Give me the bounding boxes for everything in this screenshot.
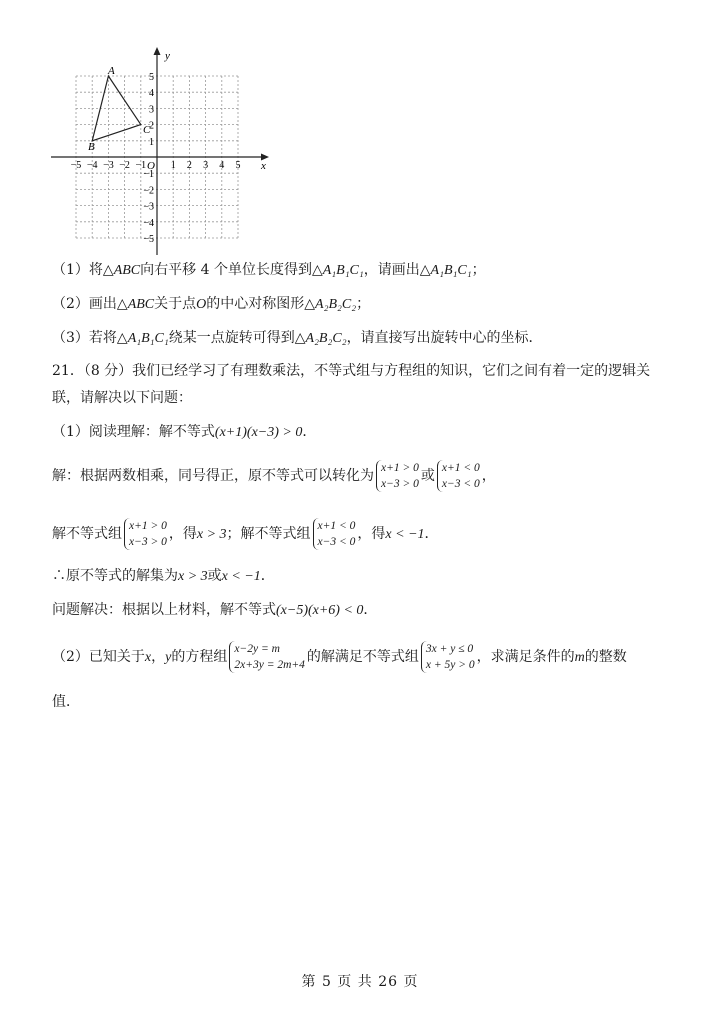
y-tick-label: −1 <box>143 169 154 181</box>
x-tick-label: −3 <box>103 160 114 171</box>
point-a-label: A <box>108 65 115 77</box>
q21-part2-end: 值． <box>52 694 80 710</box>
x-tick-label: −2 <box>119 160 130 171</box>
q21-problem: 问题解决：根据以上材料，解不等式(x−5)(x+6) < 0． <box>52 602 378 618</box>
system-4: x+1 < 0 x−3 < 0 <box>313 518 356 550</box>
y-tick-label: −4 <box>143 217 154 229</box>
x-tick-labels <box>71 160 241 171</box>
q21-solution: 解：根据两数相乘，同号得正，原不等式可以转化为 x+1 > 0 x−3 > 0 或 x+1 < 0 x−3 < 0 ， <box>52 462 496 490</box>
y-tick-label: −3 <box>143 201 154 213</box>
q21-part2: （2）已知关于x，y的方程组 x−2y = m 2x+3y = 2m+4 的解满足不等式组 3x + y ≤ 0 x + 5y > 0 ，求满足条件的m的整数 <box>52 643 627 671</box>
q21-intro-line2: 联，请解决以下问题： <box>52 390 192 406</box>
origin-label: O <box>147 160 155 172</box>
system-5: x−2y = m 2x+3y = 2m+4 <box>229 641 305 673</box>
y-tick-label: −5 <box>143 234 154 245</box>
x-tick-label: 1 <box>170 160 176 171</box>
y-tick-label: 1 <box>149 136 154 148</box>
q21-reading: （1）阅读理解：解不等式(x+1)(x−3) > 0． <box>52 424 317 440</box>
coordinate-graph <box>45 45 285 260</box>
x-tick-label: −5 <box>70 160 82 171</box>
system-1: x+1 > 0 x−3 > 0 <box>376 460 419 492</box>
q21-solve-systems: 解不等式组 x+1 > 0 x−3 > 0 ，得x > 3；解不等式组 x+1 < 0 x−3 < 0 ，得x < −1． <box>52 520 439 548</box>
page-footer: 第 5 页 共 26 页 <box>301 974 419 990</box>
q20-part2: （2）画出△ABC关于点O的中心对称图形△A₂B₂C₂； <box>52 296 371 312</box>
system-6: 3x + y ≤ 0 x + 5y > 0 <box>421 641 475 673</box>
x-tick-label: −4 <box>86 160 98 171</box>
q21-conclusion: ∴原不等式的解集为x > 3或x < −1． <box>52 568 275 584</box>
x-tick-label: 3 <box>203 160 209 171</box>
x-tick-label: 5 <box>235 160 241 171</box>
system-2: x+1 < 0 x−3 < 0 <box>437 460 480 492</box>
y-tick-label: 5 <box>149 72 154 83</box>
x-tick-label: 4 <box>219 160 225 171</box>
q20-part1: （1）将△ABC向右平移 4 个单位长度得到△A₁B₁C₁，请画出△A₁B₁C₁； <box>52 262 486 278</box>
y-tick-labels <box>143 72 154 245</box>
system-3: x+1 > 0 x−3 > 0 <box>124 518 167 550</box>
x-tick-label: 2 <box>186 160 192 171</box>
y-axis-arrow <box>154 47 161 55</box>
y-tick-label: 3 <box>149 104 154 116</box>
y-tick-label: −2 <box>143 185 154 197</box>
y-axis-label: y <box>165 50 170 62</box>
y-tick-label: 2 <box>149 120 154 132</box>
y-tick-label: 4 <box>149 88 154 100</box>
point-c-label: C <box>143 124 151 136</box>
q21-intro-line1: 21．（8 分）我们已经学习了有理数乘法，不等式组与方程组的知识，它们之间有着一定的逻辑关 <box>52 363 651 379</box>
x-axis-label: x <box>261 160 266 172</box>
q20-part3: （3）若将△A₁B₁C₁绕某一点旋转可得到△A₂B₂C₂，请直接写出旋转中心的坐标． <box>52 330 543 346</box>
x-tick-label: −1 <box>135 160 147 171</box>
point-b-label: B <box>88 141 95 153</box>
